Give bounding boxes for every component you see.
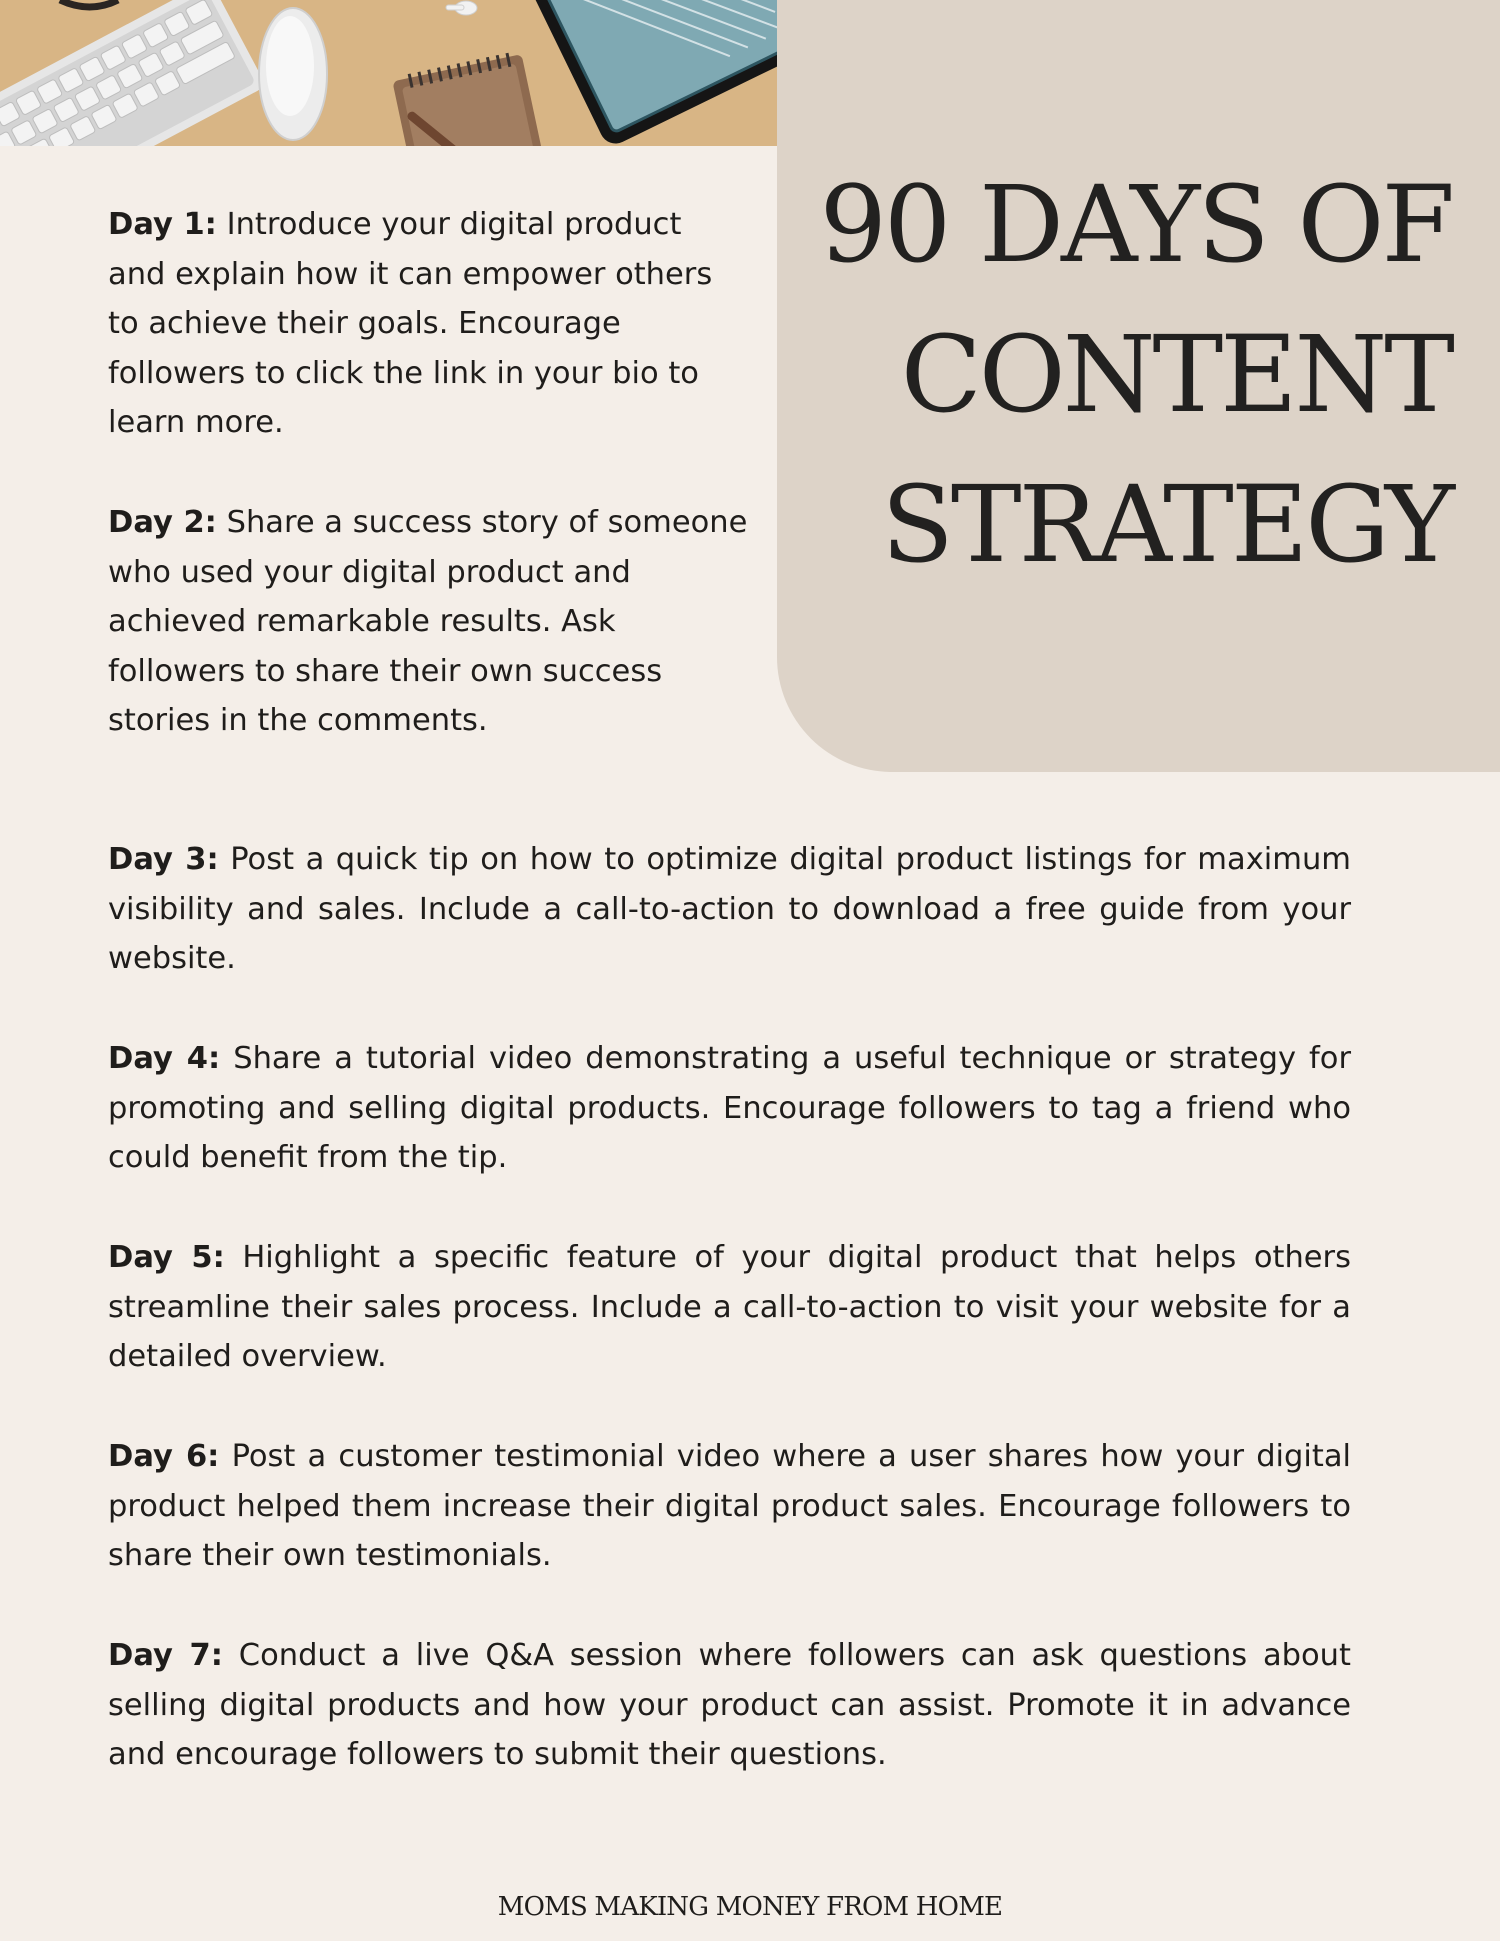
day-label: Day 1: (108, 207, 217, 242)
day-text: Share a success story of someone who used your digital product and achieved remarkable results. Ask followers to share their own success stories in the comments. (108, 505, 748, 739)
day-entry-4 (108, 1034, 1351, 1183)
day-text: Conduct a live Q&A session where followers can ask questions about selling digital products and how your product can assist. Promote it in advance and encourage followers to submit their questions. (108, 1638, 1351, 1773)
day-label: Day 7: (108, 1638, 223, 1673)
day-label: Day 5: (108, 1240, 225, 1275)
day-label: Day 6: (108, 1439, 220, 1474)
day-text: Post a quick tip on how to optimize digital product listings for maximum visibility and sales. Include a call-to-action to download a free guide from your website. (108, 842, 1351, 977)
mouse-image (259, 8, 327, 140)
day-entry-6 (108, 1432, 1351, 1581)
day-entry-2 (108, 498, 748, 746)
day-entry-5 (108, 1233, 1351, 1382)
title-panel (777, 0, 1500, 772)
day-text: Highlight a specific feature of your digital product that helps others streamline their sales process. Include a call-to-action to visit your website for a detailed overview. (108, 1240, 1351, 1375)
day-text: Post a customer testimonial video where a user shares how your digital product helped them increase their digital product sales. Encourage followers to share their own testimonials. (108, 1439, 1351, 1574)
day-text: Introduce your digital product and explain how it can empower others to achieve their goals. Encourage followers to click the link in your bio to learn more. (108, 207, 713, 441)
day-label: Day 2: (108, 505, 217, 540)
day-label: Day 4: (108, 1041, 221, 1076)
day-entry-1 (108, 200, 748, 448)
header-desk-photo (0, 0, 777, 146)
page-title (819, 150, 1452, 600)
title-line-2: CONTENT (900, 313, 1452, 436)
day-label: Day 3: (108, 842, 219, 877)
title-line-1: 90 DAYS OF (819, 163, 1452, 286)
day-text: Share a tutorial video demonstrating a useful technique or strategy for promoting and selling digital products. Encourage followers to tag a friend who could benefit from the tip. (108, 1041, 1351, 1176)
title-line-3: STRATEGY (881, 463, 1452, 586)
day-entry-7 (108, 1631, 1351, 1780)
day-entry-3 (108, 835, 1351, 984)
footer-brand: MOMS MAKING MONEY FROM HOME (497, 1892, 1003, 1922)
